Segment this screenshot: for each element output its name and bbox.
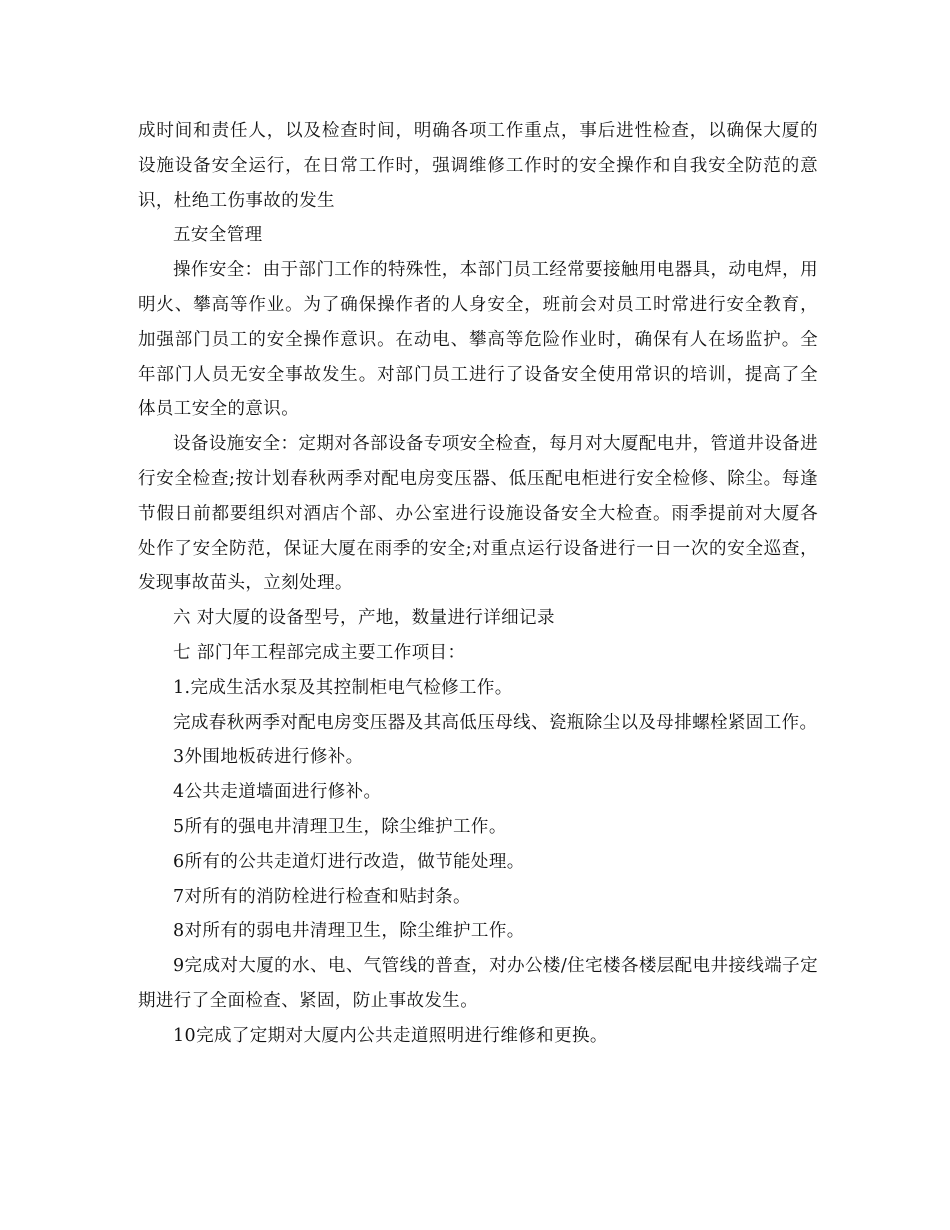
section-heading-safety-management: 五安全管理 — [173, 225, 263, 246]
list-item: 5所有的强电井清理卫生，除尘维护工作。 — [173, 816, 507, 837]
list-item: 1.完成生活水泵及其控制柜电气检修工作。 — [173, 677, 513, 698]
section-heading-equipment-records: 六 对大厦的设备型号，产地，数量进行详细记录 — [173, 608, 555, 629]
paragraph-operation-safety: 操作安全：由于部门工作的特殊性，本部门员工经常要接触用电器具，动电焊，用明火、攀高等作业。为了确保操作者的人身安全，班前会对员工时常进行安全教育，加强部门员工的安全操作意识。在动电、攀高等危险作业时，确保有人在场监护。全年部门人员无安全事故发生。对部门员工进行了设备安全使用常识的培训，提高了全体员工安全的意识。 — [138, 260, 818, 420]
paragraph-continuation: 成时间和责任人，以及检查时间，明确各项工作重点，事后进性检查，以确保大厦的设施设备安全运行，在日常工作时，强调维修工作时的安全操作和自我安全防范的意识，杜绝工伤事故的发生 — [138, 121, 818, 211]
list-item: 8对所有的弱电井清理卫生，除尘维护工作。 — [173, 921, 525, 942]
list-item: 7对所有的消防栓进行检查和贴封条。 — [173, 886, 471, 907]
document-body — [138, 114, 818, 1054]
list-item: 4公共走道墙面进行修补。 — [173, 782, 382, 803]
paragraph-equipment-safety: 设备设施安全：定期对各部设备专项安全检查，每月对大厦配电井，管道井设备进行安全检查;按计划春秋两季对配电房变压器、低压配电柜进行安全检修、除尘。每逢节假日前都要组织对酒店个部、办公室进行设施设备安全大检查。雨季提前对大厦各处作了安全防范，保证大厦在雨季的安全;对重点运行设备进行一日一次的安全巡查，发现事故苗头，立刻处理。 — [138, 434, 818, 594]
list-item: 完成春秋两季对配电房变压器及其高低压母线、瓷瓶除尘以及母排螺栓紧固工作。 — [173, 712, 818, 733]
list-item: 6所有的公共走道灯进行改造，做节能处理。 — [173, 851, 525, 872]
list-item: 3外围地板砖进行修补。 — [173, 747, 364, 768]
section-heading-work-items: 七 部门年工程部完成主要工作项目： — [173, 642, 466, 663]
list-item: 9完成对大厦的水、电、气管线的普查，对办公楼/住宅楼各楼层配电井接线端子定期进行了全面检查、紧固，防止事故发生。 — [138, 956, 818, 1011]
list-item: 10完成了定期对大厦内公共走道照明进行维修和更换。 — [173, 1025, 608, 1046]
